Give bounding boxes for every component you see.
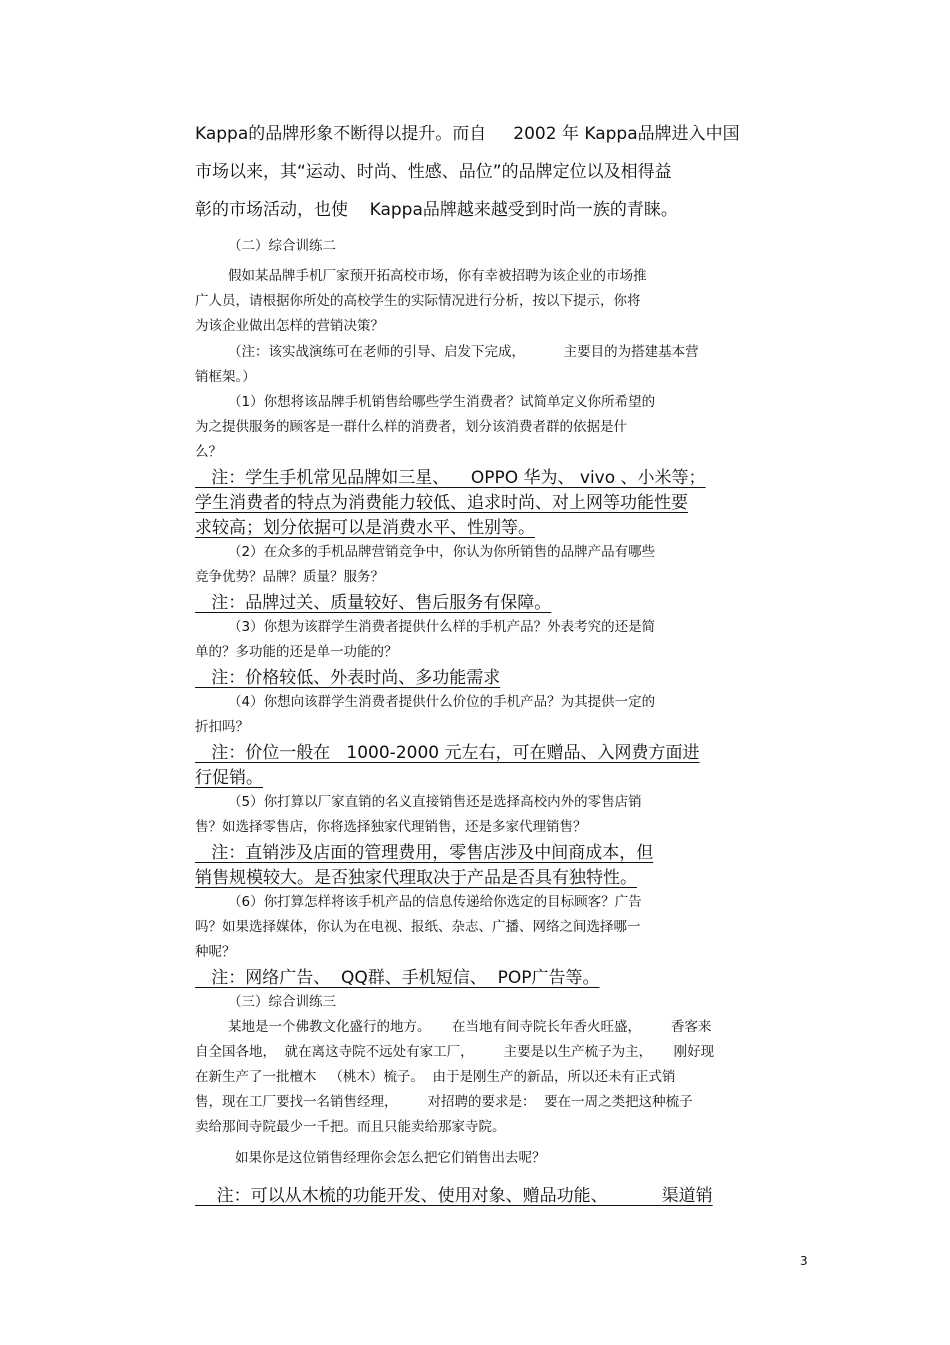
section-2-note-line-2: 销框架。） (195, 369, 256, 385)
section-3-scenario-line-1: 某地是一个佛教文化盛行的地方。 在当地有间寺院长年香火旺盛， 香客来 (228, 1019, 712, 1035)
answer-3: 注：价格较低、外表时尚、多功能需求 (195, 668, 501, 688)
question-6-line-3: 种呢？ (195, 944, 236, 960)
question-4-line-2: 折扣吗？ (195, 719, 249, 735)
section-3-answer: 注：可以从木梳的功能开发、使用对象、赠品功能、 渠道销 (195, 1186, 713, 1206)
section-3-scenario-line-5: 卖给那间寺院最少一千把。而且只能卖给那家寺院。 (195, 1119, 506, 1135)
question-1-line-2: 为之提供服务的顾客是一群什么样的消费者，划分该消费者群的依据是什 (195, 419, 627, 435)
section-3-scenario-line-3: 在新生产了一批檀木 （桃木）梳子。 由于是刚生产的新品，所以还未有正式销 (195, 1069, 676, 1085)
question-3-line-2: 单的？多功能的还是单一功能的？ (195, 644, 398, 660)
intro-line-2: 市场以来，其“运动、时尚、性感、品位”的品牌定位以及相得益 (195, 162, 672, 182)
question-1-line-1: （1）你想将该品牌手机销售给哪些学生消费者？试简单定义你所希望的 (228, 394, 656, 410)
question-2-line-1: （2）在众多的手机品牌营销竞争中，你认为你所销售的品牌产品有哪些 (228, 544, 656, 560)
question-6-line-2: 吗？如果选择媒体，你认为在电视、报纸、杂志、广播、网络之间选择哪一 (195, 919, 641, 935)
question-3-line-1: （3）你想为该群学生消费者提供什么样的手机产品？外表考究的还是简 (228, 619, 656, 635)
section-2-scenario-line-3: 为该企业做出怎样的营销决策？ (195, 318, 384, 334)
question-2-line-2: 竞争优势？品牌？质量？服务？ (195, 569, 384, 585)
answer-4-line-1: 注：价位一般在 1000-2000 元左右，可在赠品、入网费方面进 (195, 743, 700, 763)
section-3-scenario-line-4: 售，现在工厂要找一名销售经理， 对招聘的要求是： 要在一周之类把这种梳子 (195, 1094, 693, 1110)
answer-5-line-2: 销售规模较大。是否独家代理取决于产品是否具有独特性。 (195, 868, 637, 888)
section-2-heading: （二）综合训练二 (228, 238, 336, 254)
answer-1-line-3: 求较高；划分依据可以是消费水平、性别等。 (195, 518, 535, 538)
question-5-line-1: （5）你打算以厂家直销的名义直接销售还是选择高校内外的零售店销 (228, 794, 642, 810)
answer-5-line-1: 注：直销涉及店面的管理费用，零售店涉及中间商成本，但 (195, 843, 654, 863)
section-3-heading: （三）综合训练三 (228, 994, 336, 1010)
question-6-line-1: （6）你打算怎样将该手机产品的信息传递给你选定的目标顾客？广告 (228, 894, 642, 910)
section-2-note-line-1: （注：该实战演练可在老师的引导、启发下完成， 主要目的为搭建基本营 (228, 344, 699, 360)
section-2-scenario-line-2: 广人员，请根据你所处的高校学生的实际情况进行分析，按以下提示，你将 (195, 293, 641, 309)
answer-6: 注：网络广告、 QQ群、手机短信、 POP广告等。 (195, 968, 600, 988)
page-number: 3 (800, 1254, 808, 1268)
section-3-question: 如果你是这位销售经理你会怎么把它们销售出去呢？ (235, 1150, 546, 1166)
answer-1-line-1: 注：学生手机常见品牌如三星、 OPPO 华为、 vivo 、小米等； (195, 468, 706, 488)
section-2-scenario-line-1: 假如某品牌手机厂家预开拓高校市场，你有幸被招聘为该企业的市场推 (228, 268, 647, 284)
answer-2: 注：品牌过关、质量较好、售后服务有保障。 (195, 593, 552, 613)
answer-1-line-2: 学生消费者的特点为消费能力较低、追求时尚、对上网等功能性要 (195, 493, 688, 513)
section-3-scenario-line-2: 自全国各地， 就在离这寺院不远处有家工厂， 主要是以生产梳子为主， 刚好现 (195, 1044, 715, 1060)
intro-line-1: Kappa的品牌形象不断得以提升。而自 2002 年 Kappa品牌进入中国 (195, 124, 740, 144)
answer-4-line-2: 行促销。 (195, 768, 263, 788)
question-5-line-2: 售？如选择零售店，你将选择独家代理销售，还是多家代理销售？ (195, 819, 587, 835)
intro-line-3: 彰的市场活动，也使 Kappa品牌越来越受到时尚一族的青睐。 (195, 200, 678, 220)
question-4-line-1: （4）你想向该群学生消费者提供什么价位的手机产品？为其提供一定的 (228, 694, 656, 710)
question-1-line-3: 么？ (195, 444, 222, 460)
